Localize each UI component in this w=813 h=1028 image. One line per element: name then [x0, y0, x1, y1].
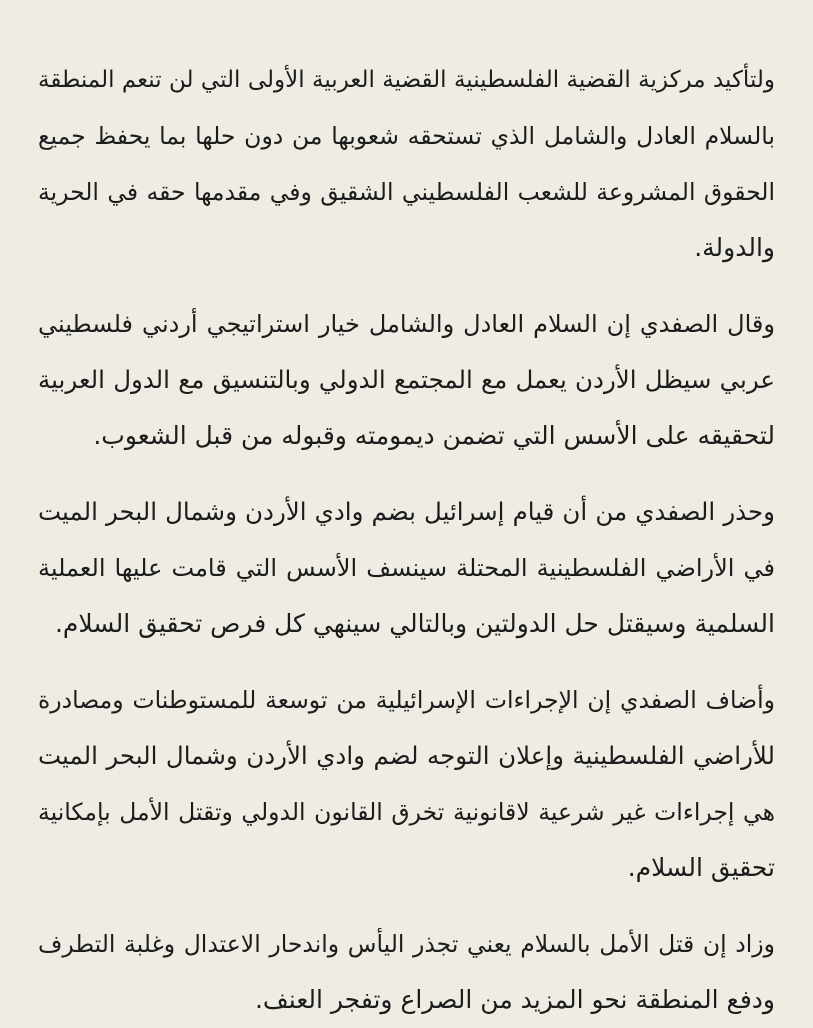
text-line: ولتأكيد مركزية القضية الفلسطينية القضية العربية الأولى التي لن تنعم المنطقة	[38, 67, 775, 93]
paragraph-3	[38, 484, 775, 652]
text-line: في الأراضي الفلسطينية المحتلة سينسف الأسس التي قامت عليها العملية	[38, 554, 775, 582]
text-line: لتحقيقه على الأسس التي تضمن ديمومته وقبوله من قبل الشعوب.	[93, 421, 775, 450]
text-line: وأضاف الصفدي إن الإجراءات الإسرائيلية من توسعة للمستوطنات ومصادرة	[38, 686, 775, 714]
paragraph-2	[38, 296, 775, 464]
text-line: بالسلام العادل والشامل الذي تستحقه شعوبها من دون حلها بما يحفظ جميع	[38, 122, 775, 150]
paragraph-4	[38, 672, 775, 896]
text-line: وقال الصفدي إن السلام العادل والشامل خيار استراتيجي أردني فلسطيني	[38, 310, 775, 338]
text-line: ودفع المنطقة نحو المزيد من الصراع وتفجر العنف.	[254, 985, 775, 1014]
text-line: هي إجراءات غير شرعية لاقانونية تخرق القانون الدولي وتقتل الأمل بإمكانية	[38, 798, 775, 826]
text-line: وحذر الصفدي من أن قيام إسرائيل بضم وادي الأردن وشمال البحر الميت	[38, 497, 775, 526]
text-line: والدولة.	[694, 233, 775, 262]
paragraph-1	[38, 52, 775, 276]
text-line: وزاد إن قتل الأمل بالسلام يعني تجذر اليأس واندحار الاعتدال وغلبة التطرف	[38, 930, 775, 958]
text-line: عربي سيظل الأردن يعمل مع المجتمع الدولي وبالتنسيق مع الدول العربية	[38, 365, 775, 394]
text-line: السلمية وسيقتل حل الدولتين وبالتالي سينهي كل فرص تحقيق السلام.	[54, 609, 775, 638]
paragraph-5	[38, 916, 775, 1028]
text-line: تحقيق السلام.	[627, 853, 775, 882]
text-line: الحقوق المشروعة للشعب الفلسطيني الشقيق وفي مقدمها حقه في الحرية	[38, 178, 775, 206]
text-line: للأراضي الفلسطينية وإعلان التوجه لضم وادي الأردن وشمال البحر الميت	[38, 741, 775, 770]
